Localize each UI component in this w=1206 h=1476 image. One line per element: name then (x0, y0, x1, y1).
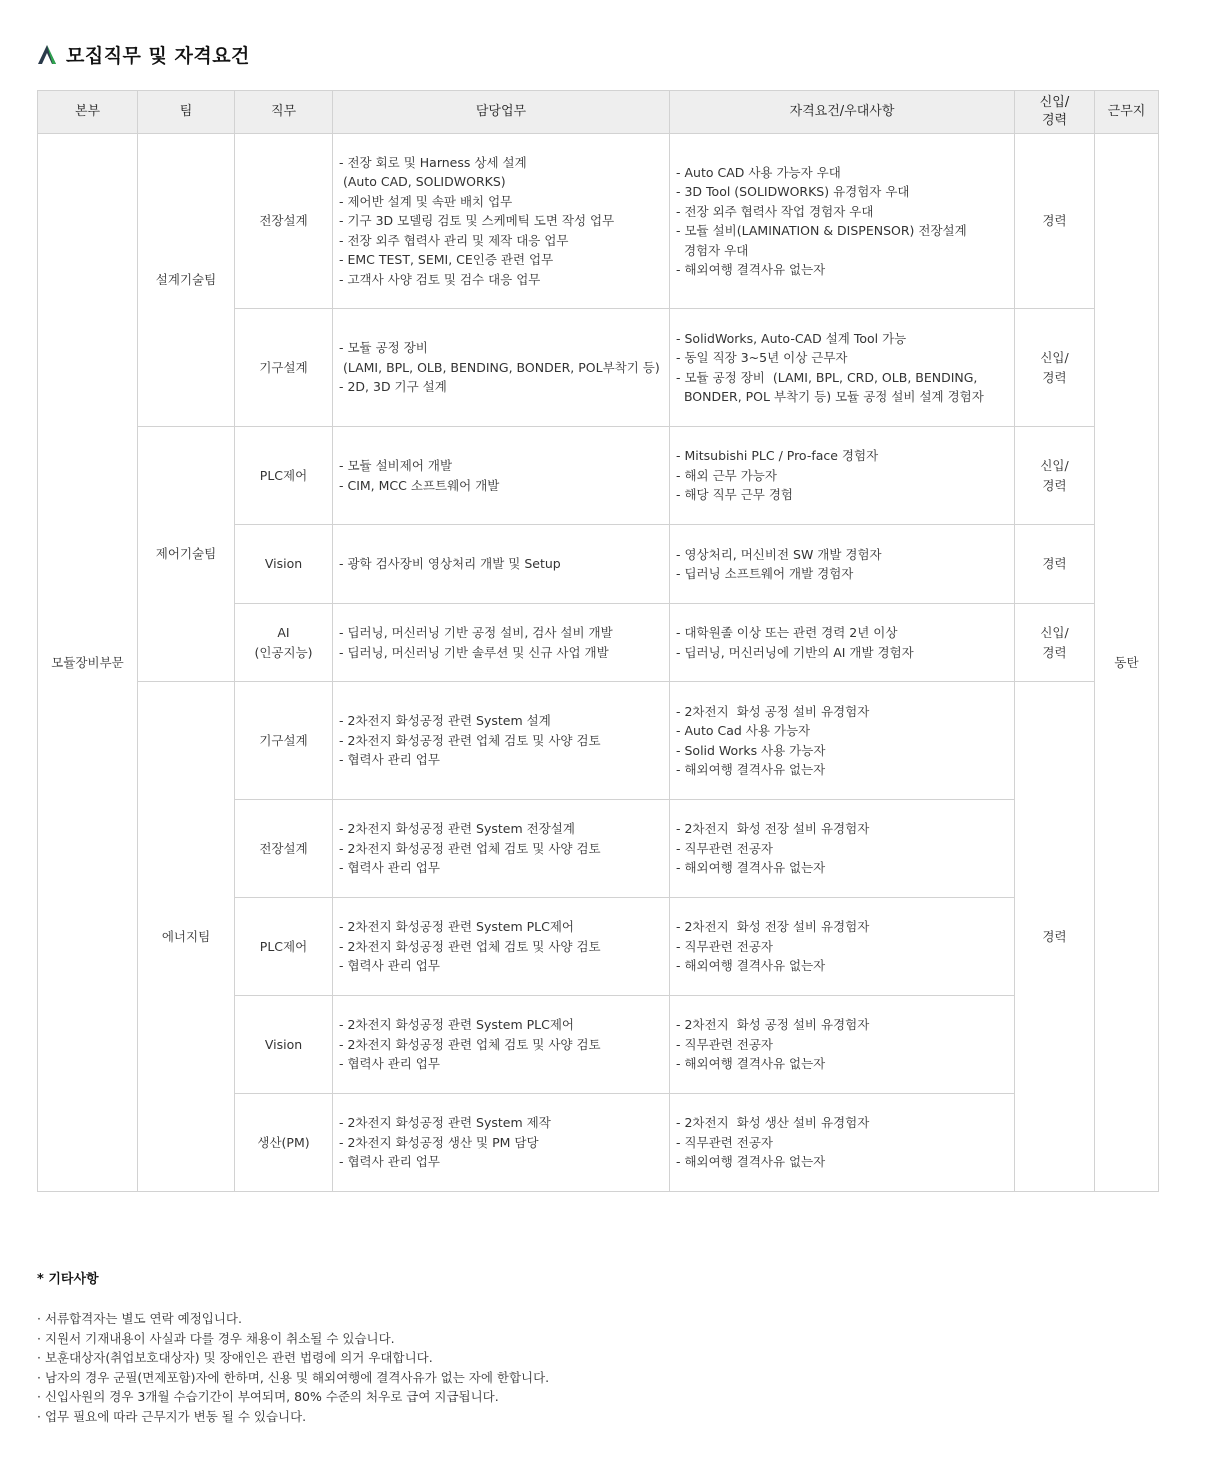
duties-cell-line: - 제어반 설계 및 속판 배치 업무 (339, 193, 513, 209)
qualifications-cell-line: - 3D Tool (SOLIDWORKS) 유경험자 우대 (676, 184, 910, 199)
duties-cell-line: - 고객사 사양 검토 및 검수 대응 업무 (339, 271, 541, 287)
duties-cell (333, 525, 670, 604)
section-header (36, 38, 250, 70)
employment-type-cell-line: 경력 (1042, 644, 1067, 660)
header-team: 팀 (138, 91, 235, 134)
qualifications-cell-line: - 직무관련 전공자 (676, 1134, 773, 1150)
qualifications-cell-line: - 영상처리, 머신비전 SW 개발 경험자 (676, 546, 882, 562)
job-cell-line: (인공지능) (254, 644, 313, 660)
division-cell-line: 모듈장비부문 (51, 654, 124, 670)
qualifications-cell-line: - 해외여행 결격사유 없는자 (676, 860, 826, 876)
notes-section (37, 1268, 549, 1427)
duties-cell (333, 604, 670, 682)
duties-cell-line: - 협력사 관리 업무 (339, 958, 440, 974)
header-location: 근무지 (1095, 91, 1159, 134)
job-cell-line: 생산(PM) (257, 1134, 310, 1150)
qualifications-cell-line: - 2차전지 화성 생산 설비 유경험자 (676, 1115, 870, 1131)
location-cell-line: 동탄 (1114, 654, 1139, 670)
job-cell-line: PLC제어 (259, 467, 308, 483)
job-cell (235, 309, 333, 427)
qualifications-cell-line: - Solid Works 사용 가능자 (676, 742, 826, 758)
duties-cell-line: - 모듈 공정 장비 (339, 340, 428, 356)
job-cell-line: 전장설계 (259, 840, 308, 856)
division-cell (38, 134, 138, 1192)
job-cell (235, 604, 333, 682)
job-cell-line: AI (277, 625, 290, 640)
qualifications-cell-line: - 2차전지 화성 전장 설비 유경험자 (676, 821, 870, 837)
qualifications-cell-line: 경험자 우대 (676, 242, 749, 258)
job-cell-line: 기구설계 (259, 732, 308, 748)
qualifications-cell-line: - 대학원졸 이상 또는 관련 경력 2년 이상 (676, 625, 898, 640)
employment-type-cell-line: 경력 (1042, 928, 1067, 944)
duties-cell-line: (Auto CAD, SOLIDWORKS) (339, 174, 506, 190)
team-cell-line: 설계기술팀 (155, 272, 217, 288)
employment-type-cell (1015, 604, 1095, 682)
qualifications-cell-line: - Auto Cad 사용 가능자 (676, 723, 811, 738)
employment-type-cell (1015, 309, 1095, 427)
location-cell (1095, 134, 1159, 1192)
duties-cell-line: - 전장 회로 및 Harness 상세 설계 (339, 154, 527, 170)
qualifications-cell-line: - 전장 외주 협력사 작업 경험자 우대 (676, 203, 874, 219)
table-row (38, 134, 1159, 309)
duties-cell-line: - 광학 검사장비 영상처리 개발 및 Setup (339, 556, 561, 572)
job-cell (235, 427, 333, 525)
duties-cell-line: - 2차전지 화성공정 관련 System 전장설계 (339, 821, 575, 837)
employment-type-cell-line: 경력 (1042, 477, 1067, 493)
duties-cell (333, 134, 670, 309)
qualifications-cell (670, 427, 1015, 525)
qualifications-cell-line: - 해외여행 결격사유 없는자 (676, 262, 826, 277)
employment-type-cell-line: 경력 (1042, 213, 1067, 229)
job-cell (235, 1094, 333, 1192)
qualifications-cell-line: - 해외여행 결격사유 없는자 (676, 958, 826, 974)
qualifications-cell (670, 800, 1015, 898)
qualifications-cell-line: BONDER, POL 부착기 등) 모듈 공정 설비 설계 경험자 (676, 389, 984, 404)
job-cell (235, 800, 333, 898)
job-cell (235, 996, 333, 1094)
duties-cell (333, 427, 670, 525)
qualifications-cell-line: - 직무관련 전공자 (676, 840, 773, 856)
duties-cell-line: (LAMI, BPL, OLB, BENDING, BONDER, POL부착기 등) (339, 359, 660, 375)
note-item: · 신입사원의 경우 3개월 수습기간이 부여되며, 80% 수준의 처우로 급여 지급됩니다. (37, 1389, 499, 1405)
duties-cell-line: - 협력사 관리 업무 (339, 860, 440, 876)
page-title: 모집직무 및 자격요건 (66, 44, 250, 67)
employment-type-cell (1015, 134, 1095, 309)
employment-type-cell (1015, 525, 1095, 604)
qualifications-cell-line: - 딥러닝 소프트웨어 개발 경험자 (676, 566, 854, 581)
table-row (38, 427, 1159, 525)
qualifications-cell (670, 309, 1015, 427)
duties-cell-line: - 기구 3D 모델링 검토 및 스케메틱 도면 작성 업무 (339, 213, 615, 229)
header-employment-type: 신입/ 경력 (1015, 91, 1095, 134)
duties-cell-line: - 2차전지 화성공정 생산 및 PM 담당 (339, 1134, 539, 1150)
job-cell (235, 898, 333, 996)
note-item: · 보훈대상자(취업보호대상자) 및 장애인은 관련 법령에 의거 우대합니다. (37, 1350, 433, 1366)
qualifications-cell-line: - 동일 직장 3~5년 이상 근무자 (676, 350, 848, 365)
duties-cell (333, 996, 670, 1094)
duties-cell-line: - CIM, MCC 소프트웨어 개발 (339, 477, 500, 493)
job-cell-line: Vision (264, 1036, 303, 1052)
notes-title: * 기타사항 (37, 1272, 99, 1287)
team-cell (138, 134, 235, 427)
duties-cell-line: - 딥러닝, 머신러닝 기반 솔루션 및 신규 사업 개발 (339, 644, 609, 660)
qualifications-cell-line: - 모듈 설비(LAMINATION & DISPENSOR) 전장설계 (676, 223, 967, 238)
duties-cell (333, 898, 670, 996)
duties-cell (333, 682, 670, 800)
duties-cell-line: - 2차전지 화성공정 관련 System PLC제어 (339, 919, 574, 935)
note-item: · 지원서 기재내용이 사실과 다를 경우 채용이 취소될 수 있습니다. (37, 1330, 395, 1346)
table-row (38, 682, 1159, 800)
qualifications-cell-line: - 해외여행 결격사유 없는자 (676, 762, 826, 777)
duties-cell-line: - 2차전지 화성공정 관련 업체 검토 및 사양 검토 (339, 732, 601, 748)
note-item: · 업무 필요에 따라 근무지가 변동 될 수 있습니다. (37, 1408, 307, 1424)
job-cell (235, 525, 333, 604)
qualifications-cell-line: - Mitsubishi PLC / Pro-face 경험자 (676, 448, 879, 464)
duties-cell-line: - 2차전지 화성공정 관련 System 설계 (339, 713, 551, 729)
qualifications-cell-line: - 직무관련 전공자 (676, 1036, 773, 1052)
duties-cell-line: - 모듈 설비제어 개발 (339, 458, 453, 473)
header-division: 본부 (38, 91, 138, 134)
qualifications-cell-line: - Auto CAD 사용 가능자 우대 (676, 164, 841, 180)
note-item: · 남자의 경우 군필(면제포함)자에 한하며, 신용 및 해외여행에 결격사유가 없는 자에 한합니다. (37, 1369, 550, 1385)
qualifications-cell (670, 1094, 1015, 1192)
job-cell-line: PLC제어 (259, 938, 308, 954)
qualifications-cell (670, 898, 1015, 996)
duties-cell-line: - 2차전지 화성공정 관련 업체 검토 및 사양 검토 (339, 840, 601, 856)
team-cell-line: 제어기술팀 (155, 546, 217, 562)
employment-type-cell-line: 신입/ (1040, 458, 1069, 473)
job-cell (235, 682, 333, 800)
duties-cell-line: - 협력사 관리 업무 (339, 1154, 440, 1170)
duties-cell-line: - 2D, 3D 기구 설계 (339, 379, 447, 395)
duties-cell (333, 1094, 670, 1192)
team-cell (138, 427, 235, 682)
notes-list (37, 1309, 549, 1427)
employment-type-cell-line: 신입/ (1040, 350, 1069, 365)
employment-type-cell-line: 신입/ (1040, 625, 1069, 640)
job-cell-line: 전장설계 (259, 213, 308, 229)
employment-type-cell-line: 경력 (1042, 556, 1067, 572)
job-cell (235, 134, 333, 309)
note-item: · 서류합격자는 별도 연락 예정입니다. (37, 1311, 242, 1326)
table-header-row (38, 91, 1159, 134)
team-cell (138, 682, 235, 1192)
qualifications-cell (670, 134, 1015, 309)
duties-cell (333, 800, 670, 898)
qualifications-cell-line: - 2차전지 화성 공정 설비 유경험자 (676, 703, 870, 719)
duties-cell-line: - 협력사 관리 업무 (339, 1056, 440, 1072)
duties-cell-line: - 전장 외주 협력사 관리 및 제작 대응 업무 (339, 232, 569, 248)
qualifications-cell-line: - 해외여행 결격사유 없는자 (676, 1056, 826, 1072)
duties-cell-line: - EMC TEST, SEMI, CE인증 관련 업무 (339, 252, 554, 268)
duties-cell-line: - 2차전지 화성공정 관련 업체 검토 및 사양 검토 (339, 1036, 601, 1052)
duties-cell-line: - 2차전지 화성공정 관련 System PLC제어 (339, 1017, 574, 1033)
qualifications-cell-line: - 해외여행 결격사유 없는자 (676, 1154, 826, 1170)
company-logo-icon (36, 42, 58, 66)
qualifications-cell-line: - 직무관련 전공자 (676, 938, 773, 954)
duties-cell-line: - 2차전지 화성공정 관련 System 제작 (339, 1115, 551, 1131)
recruitment-table (37, 90, 1159, 1192)
job-cell-line: Vision (264, 556, 303, 572)
duties-cell-line: - 2차전지 화성공정 관련 업체 검토 및 사양 검토 (339, 938, 601, 954)
qualifications-cell (670, 604, 1015, 682)
header-qualifications: 자격요건/우대사항 (670, 91, 1015, 134)
header-job: 직무 (235, 91, 333, 134)
job-cell-line: 기구설계 (259, 359, 308, 375)
team-cell-line: 에너지팀 (161, 928, 211, 944)
qualifications-cell-line: - 2차전지 화성 공정 설비 유경험자 (676, 1017, 870, 1033)
duties-cell-line: - 딥러닝, 머신러닝 기반 공정 설비, 검사 설비 개발 (339, 625, 613, 640)
qualifications-cell (670, 525, 1015, 604)
header-duties: 담당업무 (333, 91, 670, 134)
duties-cell-line: - 협력사 관리 업무 (339, 752, 440, 768)
qualifications-cell (670, 682, 1015, 800)
qualifications-cell-line: - SolidWorks, Auto-CAD 설계 Tool 가능 (676, 330, 907, 346)
employment-type-cell-line: 경력 (1042, 369, 1067, 385)
qualifications-cell-line: - 2차전지 화성 전장 설비 유경험자 (676, 919, 870, 935)
qualifications-cell-line: - 해당 직무 근무 경험 (676, 487, 794, 503)
duties-cell (333, 309, 670, 427)
employment-type-cell (1015, 427, 1095, 525)
qualifications-cell-line: - 해외 근무 가능자 (676, 467, 777, 483)
qualifications-cell-line: - 딥러닝, 머신러닝에 기반의 AI 개발 경험자 (676, 644, 914, 660)
qualifications-cell-line: - 모듈 공정 장비 (LAMI, BPL, CRD, OLB, BENDING, (676, 369, 978, 385)
qualifications-cell (670, 996, 1015, 1094)
employment-type-cell (1015, 682, 1095, 1192)
